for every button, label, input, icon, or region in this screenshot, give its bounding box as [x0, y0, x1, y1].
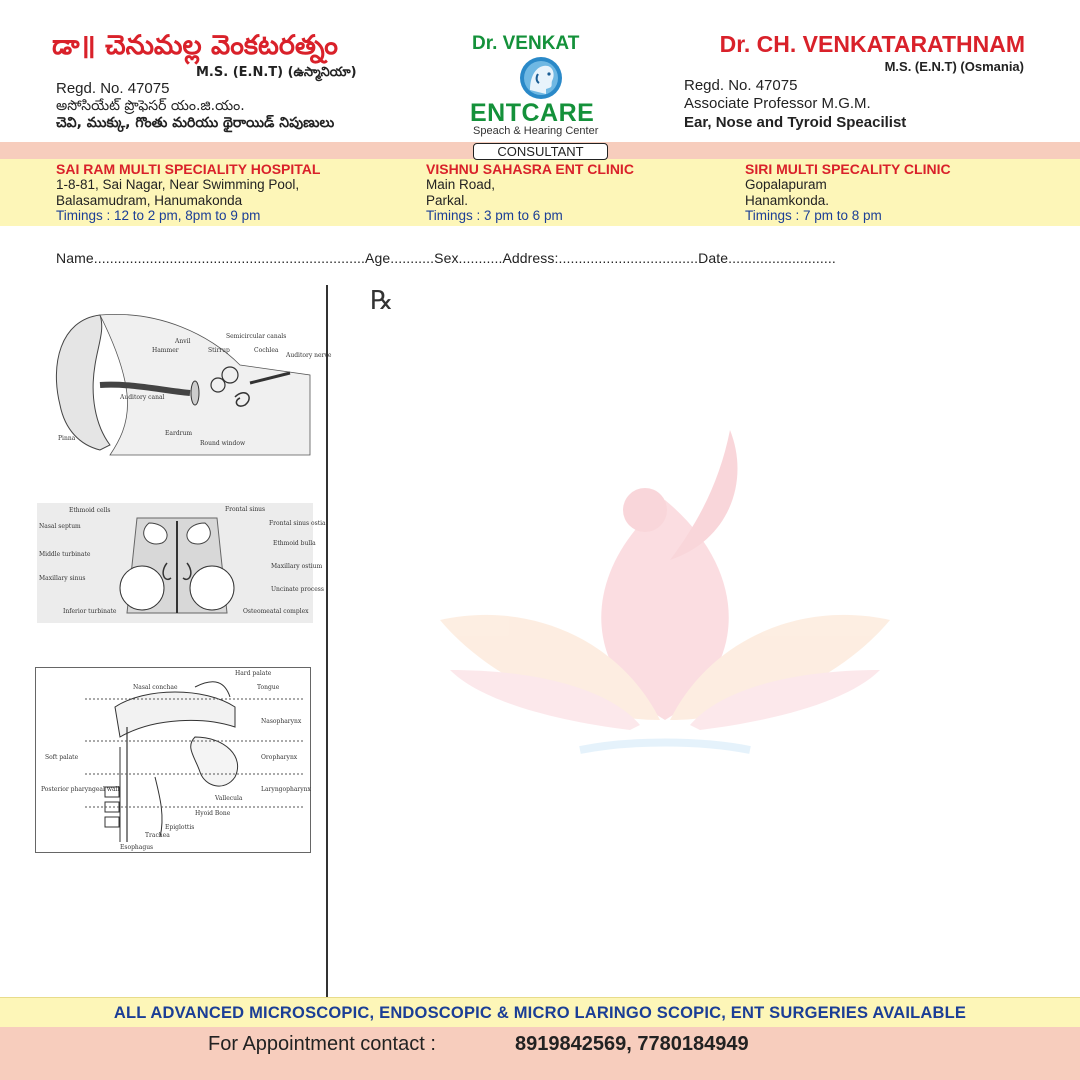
sinus-anatomy-diagram	[37, 503, 326, 623]
appointment-label: For Appointment contact :	[208, 1033, 436, 1055]
designation-english: Associate Professor M.G.M.	[684, 95, 871, 112]
clinic-block-3	[745, 161, 951, 223]
sinus-label: Uncinate process	[271, 586, 324, 593]
throat-label: Nasal conchae	[133, 684, 178, 691]
throat-label: Oropharynx	[261, 754, 298, 761]
rx-icon: ℞	[370, 286, 394, 316]
consultant-badge: CONSULTANT	[473, 143, 608, 160]
clinic-name: VISHNU SAHASRA ENT CLINIC	[426, 161, 634, 177]
throat-label: Hard palate	[235, 670, 272, 677]
throat-label: Tongue	[257, 684, 280, 691]
registration-number-left: Regd. No. 47075	[56, 80, 170, 97]
specialty-telugu: చెవి, ముక్కు, గొంతు మరియు థైరాయిడ్ నిపుణులు	[56, 115, 335, 131]
qualification-english: M.S. (E.N.T) (Osmania)	[884, 59, 1024, 74]
ear-label: Stirrup	[208, 347, 230, 354]
ear-label: Semicircular canals	[226, 333, 287, 340]
sinus-label: Ethmoid bulla	[273, 540, 316, 547]
sinus-label: Nasal septum	[39, 523, 81, 530]
patient-details-line[interactable]: Name....................................................................Age...........Sex...........Address:...................................Date...........................	[56, 250, 836, 266]
throat-label: Epiglottis	[165, 824, 195, 831]
sinus-label: Maxillary ostium	[271, 563, 323, 570]
clinic-block-1	[56, 161, 320, 223]
logo-tagline: Speach & Hearing Center	[473, 125, 599, 137]
sinus-label: Ethmoid cells	[69, 507, 111, 514]
vertical-divider	[326, 285, 328, 997]
ear-label: Pinna	[58, 435, 76, 442]
appointment-phone-numbers[interactable]: 8919842569, 7780184949	[515, 1033, 749, 1055]
throat-anatomy-diagram	[35, 667, 311, 853]
throat-label: Esophagus	[120, 844, 154, 851]
entcare-logo-icon	[508, 54, 574, 100]
ear-label: Auditory nerve	[286, 352, 332, 359]
doctor-name-english: Dr. CH. VENKATARATHNAM	[719, 31, 1025, 57]
registration-number-right: Regd. No. 47075	[684, 77, 798, 94]
throat-label: Laryngopharynx	[261, 786, 311, 793]
sinus-label: Frontal sinus ostia	[269, 520, 326, 527]
doctor-name-telugu: డా॥ చెనుమల్ల వెంకటరత్నం	[52, 30, 338, 61]
throat-label: Vallecula	[215, 795, 243, 802]
clinic-address-line: 1-8-81, Sai Nagar, Near Swimming Pool,	[56, 177, 300, 192]
clinic-block-2	[426, 161, 634, 223]
throat-label: Posterior pharyngeal wall	[41, 786, 120, 793]
surgeries-banner: ALL ADVANCED MICROSCOPIC, ENDOSCOPIC & MICRO LARINGO SCOPIC, ENT SURGERIES AVAILABLE	[113, 1004, 967, 1022]
designation-telugu: అసోసియేట్ ప్రొఫెసర్ యం.జి.యం.	[56, 98, 245, 114]
ear-label: Cochlea	[254, 347, 279, 354]
logo-brand-name: ENTCARE	[470, 99, 595, 127]
sinus-label: Frontal sinus	[225, 506, 266, 513]
ear-label: Hammer	[152, 347, 179, 354]
ear-label: Auditory canal	[120, 394, 165, 401]
throat-label: Soft palate	[45, 754, 79, 761]
qualification-telugu: M.S. (E.N.T) (ఉస్మానియా)	[196, 65, 357, 80]
lotus-watermark-icon	[430, 420, 900, 770]
ear-label: Anvil	[175, 338, 191, 345]
clinic-name: SIRI MULTI SPECALITY CLINIC	[745, 161, 951, 177]
specialty-english: Ear, Nose and Tyroid Speacilist	[684, 114, 907, 131]
sinus-label: Osteomeatal complex	[243, 608, 309, 615]
clinic-address-line: Gopalapuram	[745, 177, 827, 192]
ear-label: Eardrum	[165, 430, 193, 437]
clinic-timings: Timings : 7 pm to 8 pm	[745, 208, 882, 223]
sinus-label: Middle turbinate	[39, 551, 91, 558]
clinic-address-line: Hanamkonda.	[745, 192, 830, 208]
sinus-label: Maxillary sinus	[39, 575, 86, 582]
throat-label: Hyoid Bone	[195, 810, 231, 817]
sinus-label: Inferior turbinate	[63, 608, 117, 615]
clinic-timings: Timings : 3 pm to 6 pm	[426, 208, 563, 223]
clinic-address-line: Parkal.	[426, 192, 469, 208]
clinic-name: SAI RAM MULTI SPECIALITY HOSPITAL	[56, 161, 321, 177]
throat-label: Nasopharynx	[261, 718, 302, 725]
clinic-address-line: Balasamudram, Hanumakonda	[56, 192, 243, 208]
clinic-timings: Timings : 12 to 2 pm, 8pm to 9 pm	[56, 208, 261, 223]
ear-label: Round window	[200, 440, 246, 447]
logo-doctor-name: Dr. VENKAT	[472, 33, 580, 54]
clinic-address-line: Main Road,	[426, 177, 496, 192]
throat-label: Trachea	[145, 832, 170, 839]
ear-anatomy-diagram	[40, 305, 332, 455]
